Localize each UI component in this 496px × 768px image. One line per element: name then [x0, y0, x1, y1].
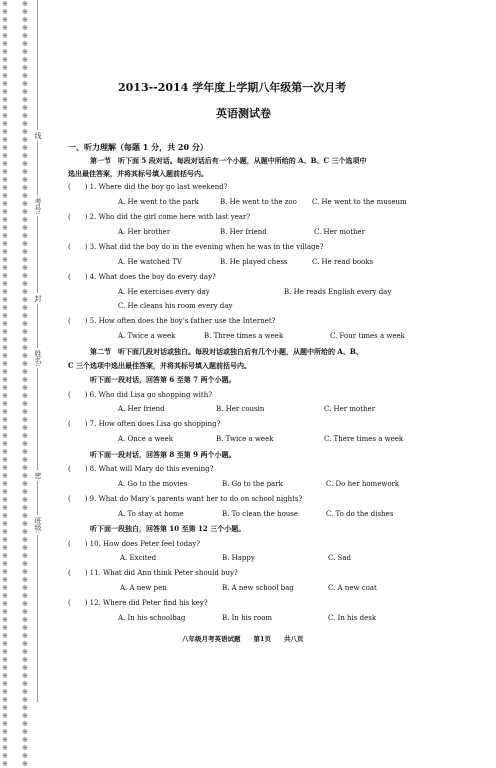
q1-option-b: B. He went to the zoo: [220, 198, 297, 206]
question-7: ( ) 7. How often does Lisa go shopping?: [68, 420, 221, 428]
margin-stars-left: ※※※※※※※※※※※※※※※※※※※※※※※※※※※※※※※※※※※※※※※※※※※※※※※※※※※※※※※※※※※※※※※※※※※※※※※※※※※※※※※※※※※※※※※※※※※※※※※※: [2, 0, 8, 768]
q12-option-c: C. In his desk: [328, 614, 377, 622]
q4-option-b: B. He reads English every day: [284, 288, 392, 296]
q9-option-a: A. To stay at home: [118, 510, 184, 518]
question-12: ( ) 12. Where did Peter find his key?: [68, 599, 208, 607]
question-9: ( ) 9. What do Mary’s parents want her to do on school nights?: [68, 495, 303, 503]
q11-option-a: A. A new pen: [120, 584, 167, 592]
q2-option-c: C. Her mother: [314, 228, 366, 236]
q12-option-b: B. In his room: [222, 614, 273, 622]
q6-option-c: C. Her mother: [324, 405, 376, 413]
margin-label-mi: 密: [34, 472, 42, 479]
q8-option-a: A. Go to the movies: [118, 480, 188, 488]
part1-instructions-line2: 选出最佳答案，并将其标号填入题前括号内。: [68, 169, 208, 178]
margin-label-feng: 封: [34, 295, 42, 302]
q7-option-a: A. Once a week: [118, 435, 173, 443]
question-6: ( ) 6. Who did Lisa go shopping with?: [68, 391, 212, 399]
binding-margin: [0, 0, 42, 768]
question-3: ( ) 3. What did the boy do in the evening when he was in the village?: [68, 243, 324, 251]
q10-option-b: B. Happy: [222, 554, 255, 562]
q3-option-b: B. He played chess: [220, 258, 288, 266]
page-subtitle: 英语测试卷: [216, 107, 271, 120]
q3-option-c: C. He read books: [312, 258, 374, 266]
margin-stars-right: ※※※※※※※※※※※※※※※※※※※※※※※※※※※※※※※※※※※※※※※※※※※※※※※※※※※※※※※※※※※※※※※※※※※※※※※※※※※※※※※※※※※※※※※※※※※※※※※※: [22, 0, 28, 768]
q11-option-b: B. A new school bag: [222, 584, 294, 592]
q5-option-a: A. Twice a week: [118, 332, 176, 340]
question-2: ( ) 2. Who did the girl come here with last year?: [68, 213, 251, 221]
q3-option-a: A. He watched TV: [118, 258, 182, 266]
q5-option-b: B. Three times a week: [204, 332, 284, 340]
question-4: ( ) 4. What does the boy do every day?: [68, 273, 216, 281]
q8-option-c: C. Do her homework: [326, 480, 400, 488]
margin-label-banji: 班级:: [34, 517, 42, 534]
part1-instructions-line1: 第一节 听下面 5 段对话。每段对话后有一个小题，从题中所给的 A、B、C 三个选项中: [90, 156, 367, 165]
margin-label-xian: 线: [34, 132, 42, 139]
q4-option-a: A. He exercises every day: [118, 288, 210, 296]
page-footer: 八年级月考英语试题 第1页 共八页: [182, 635, 304, 643]
q8-option-b: B. Go to the park: [222, 480, 283, 488]
margin-label-kaohao: 考号:: [34, 198, 42, 215]
question-11: ( ) 11. What did Ann think Peter should buy?: [68, 569, 238, 577]
q1-option-c: C. He went to the museum: [312, 198, 407, 206]
part2-instructions-line1: 第二节 听下面几段对话或独白。每段对话或独白后有几个小题，从题中所给的 A、B、: [90, 347, 363, 356]
question-10: ( ) 10. How does Peter feel today?: [68, 540, 201, 548]
q2-option-a: A. Her brother: [118, 228, 171, 236]
q1-option-a: A. He went to the park: [118, 198, 199, 206]
q6-option-a: A. Her friend: [118, 405, 165, 413]
q4-option-c: C. He cleans his room every day: [118, 302, 233, 310]
q7-option-b: B. Twice a week: [216, 435, 274, 443]
question-8: ( ) 8. What will Mary do this evening?: [68, 465, 214, 473]
question-5: ( ) 5. How often does the boy’s father use the Internet?: [68, 317, 276, 325]
q10-option-c: C. Sad: [328, 554, 352, 562]
q11-option-c: C. A new coat: [328, 584, 377, 592]
part2-intro-3: 听下面一段独白，回答第 10 至第 12 三个小题。: [90, 524, 246, 533]
part2-instructions-line2: C 三个选项中选出最佳答案，并将其标号填入题前括号内。: [68, 361, 252, 370]
q12-option-a: A. In his schoolbag: [118, 614, 186, 622]
q10-option-a: A. Excited: [120, 554, 157, 562]
part2-intro-2: 听下面一段对话，回答第 8 至第 9 两个小题。: [90, 450, 236, 459]
page-title: 2013--2014 学年度上学期八年级第一次月考: [118, 81, 347, 94]
part2-intro-1: 听下面一段对话，回答第 6 至第 7 两个小题。: [90, 375, 236, 384]
question-1: ( ) 1. Where did the boy go last weekend?: [68, 183, 228, 191]
q9-option-b: B. To clean the house: [222, 510, 299, 518]
q9-option-c: C. To do the dishes: [326, 510, 394, 518]
section-heading: 一、听力理解（每题 1 分，共 20 分）: [68, 142, 208, 152]
margin-label-xingming: 姓名:: [34, 350, 42, 367]
q2-option-b: B. Her friend: [220, 228, 267, 236]
q5-option-c: C. Four times a week: [330, 332, 405, 340]
q6-option-b: B. Her cousin: [216, 405, 265, 413]
q7-option-c: C. There times a week: [324, 435, 404, 443]
